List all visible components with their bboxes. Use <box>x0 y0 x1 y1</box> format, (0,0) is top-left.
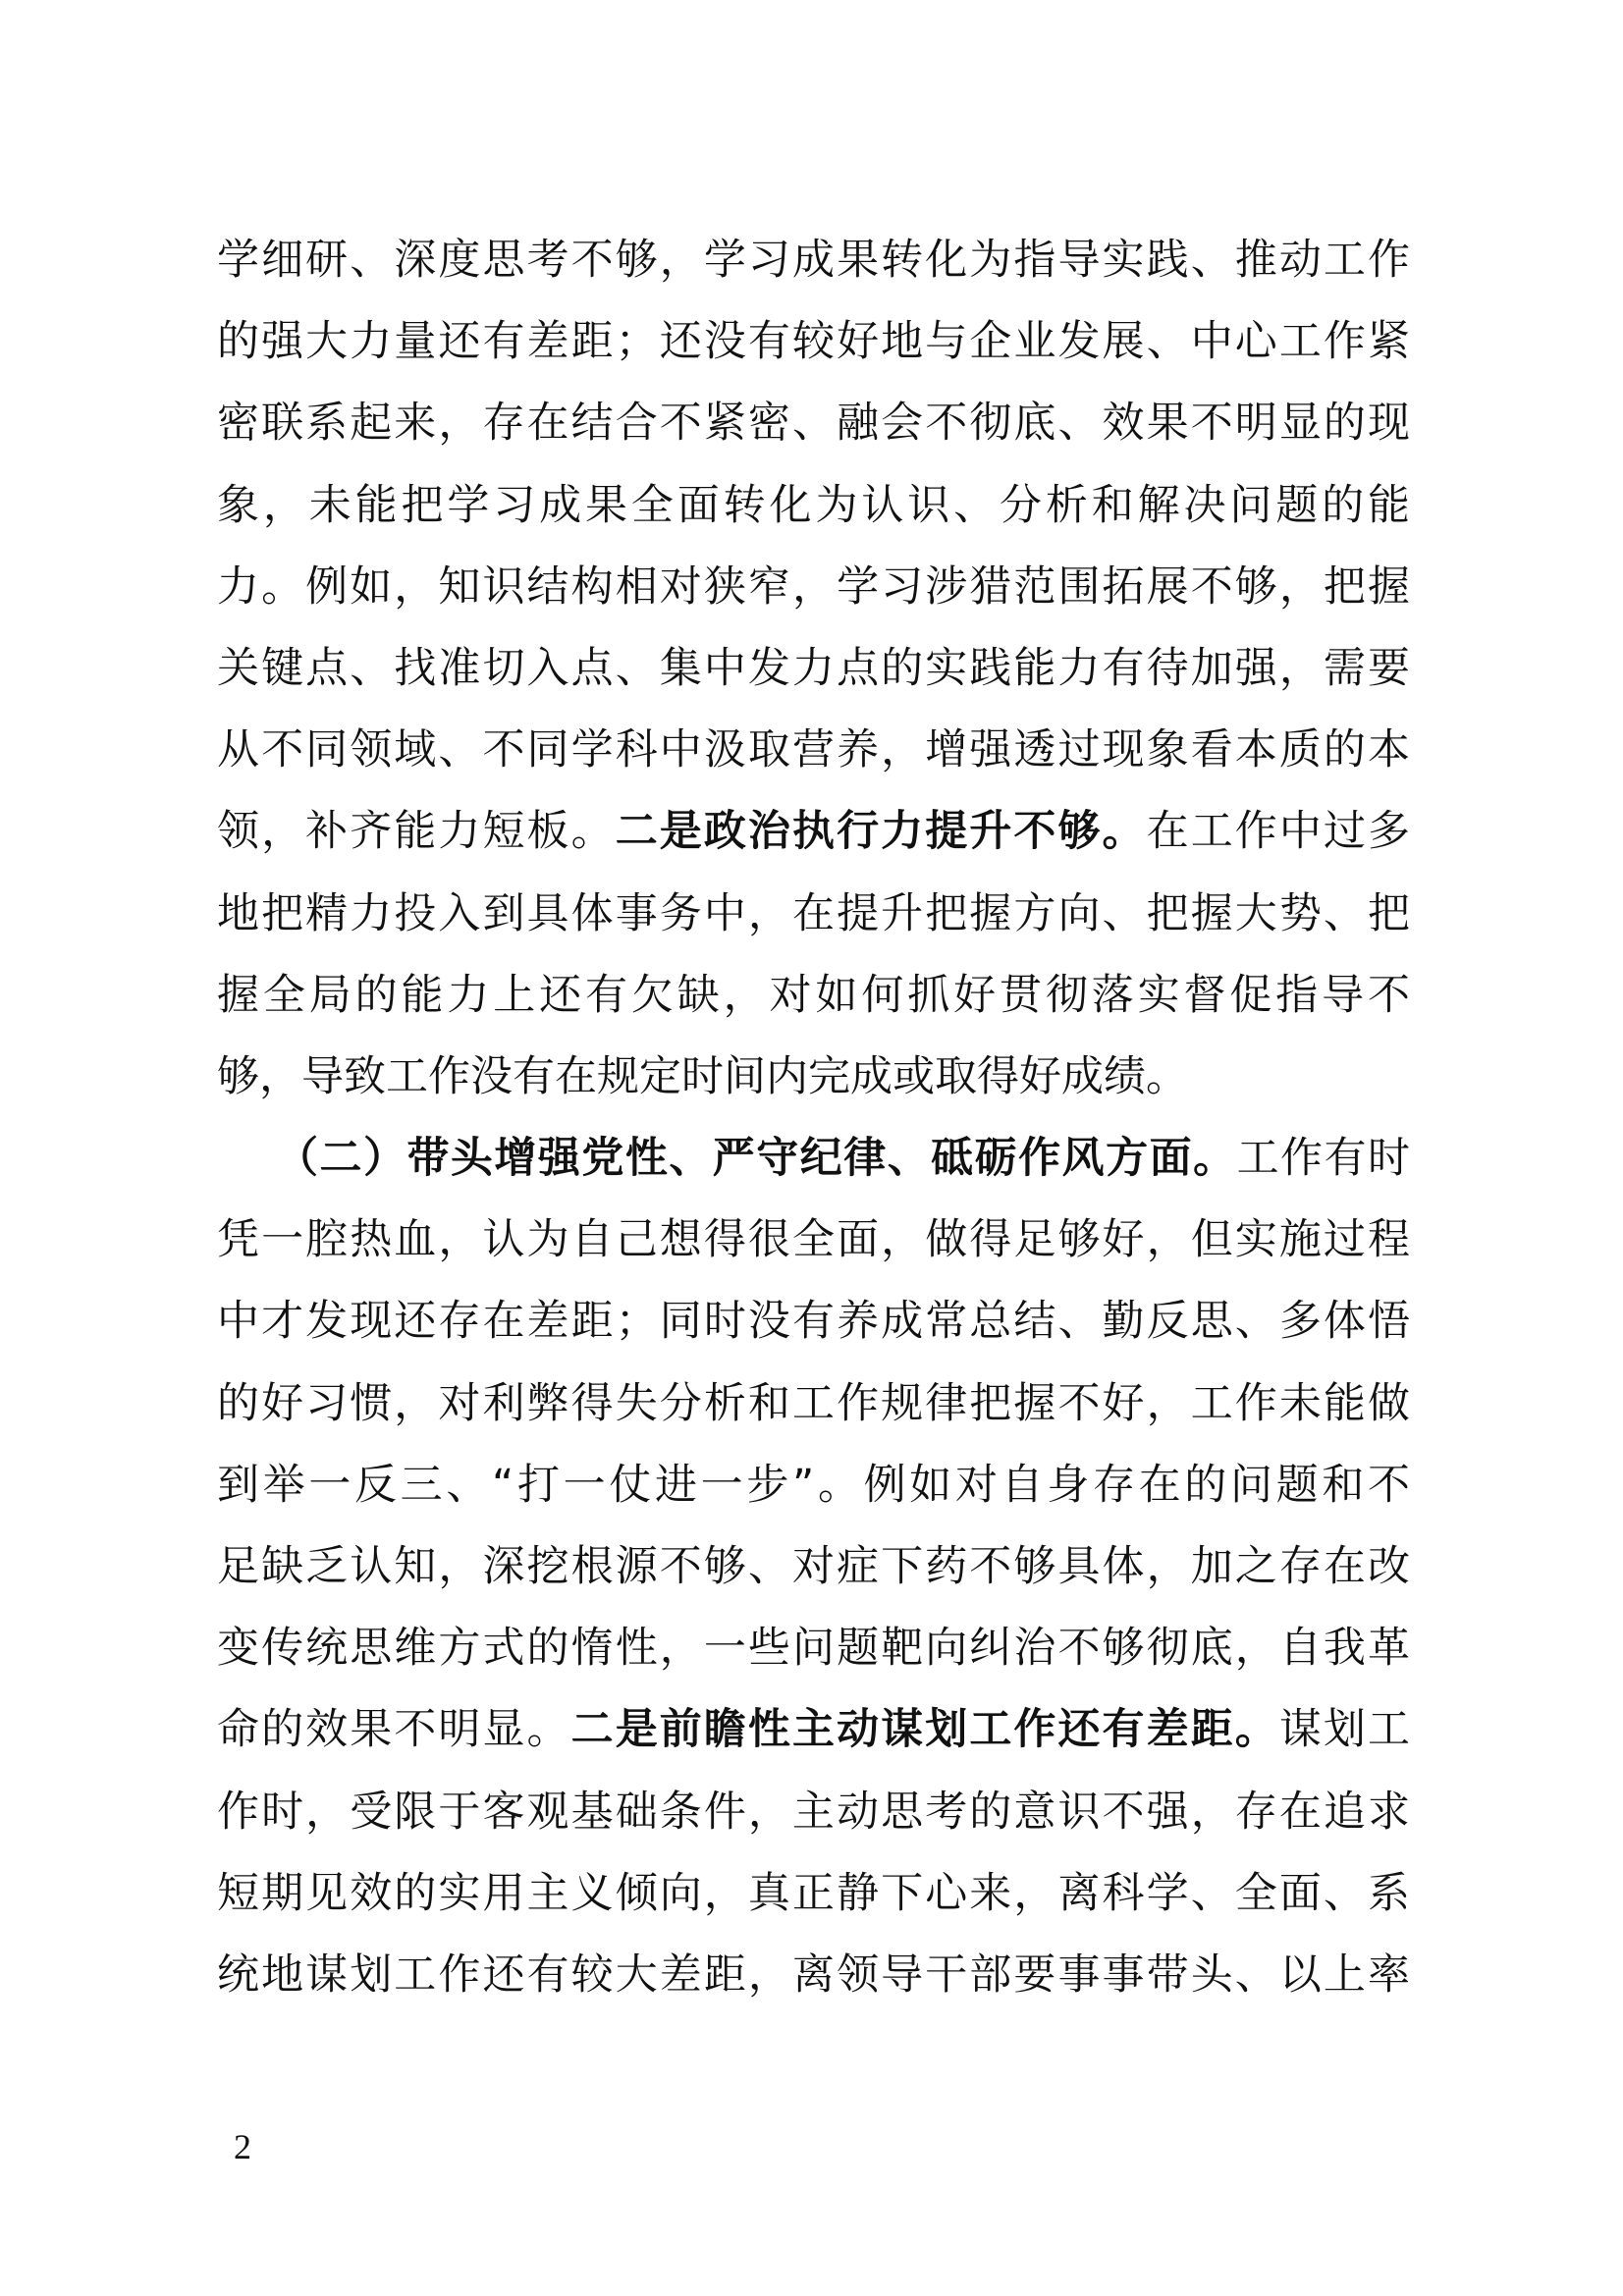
text-segment: 命的效果不明显。 <box>217 1705 571 1755</box>
text-line: 凭一腔热血，认为自己想得很全面，做得足够好，但实施过程 <box>217 1215 1410 1265</box>
text-line: 的好习惯，对利弊得失分析和工作规律把握不好，工作未能做 <box>217 1378 1410 1428</box>
paragraph-2 <box>217 1118 1410 2016</box>
text-line: 变传统思维方式的惰性，一些问题靶向纠治不够彻底，自我革 <box>217 1624 1410 1674</box>
text-line <box>217 1689 1410 1771</box>
body-text <box>217 220 1410 2016</box>
text-line: 到举一反三、“打一仗进一步”。例如对自身存在的问题和不 <box>217 1460 1410 1510</box>
text-line: 的强大力量还有差距；还没有较好地与企业发展、中心工作紧 <box>217 317 1410 367</box>
text-line: 短期见效的实用主义倾向，真正静下心来，离科学、全面、系 <box>217 1868 1410 1918</box>
text-line: 力。例如，知识结构相对狭窄，学习涉猎范围拓展不够，把握 <box>217 561 1410 612</box>
text-line: 关键点、找准切入点、集中发力点的实践能力有待加强，需要 <box>217 643 1410 693</box>
text-line: 中才发现还存在差距；同时没有养成常总结、勤反思、多体悟 <box>217 1297 1410 1347</box>
paragraph-1 <box>217 220 1410 1118</box>
text-segment: 在工作中过多 <box>1146 807 1411 857</box>
text-line: 作时，受限于客观基础条件，主动思考的意识不强，存在追求 <box>217 1787 1410 1837</box>
bold-heading: 二是前瞻性主动谋划工作还有差距。 <box>570 1705 1279 1755</box>
text-line: 足缺乏认知，深挖根源不够、对症下药不够具体，加之存在改 <box>217 1542 1410 1591</box>
page-number: 2 <box>234 2127 251 2166</box>
text-line: 够，导致工作没有在规定时间内完成或取得好成绩。 <box>217 1051 1188 1101</box>
text-line <box>217 791 1410 873</box>
text-line: 学细研、深度思考不够，学习成果转化为指导实践、推动工作 <box>217 236 1410 285</box>
text-line <box>217 1118 1410 1200</box>
text-segment: 领，补齐能力短板。 <box>217 807 616 857</box>
text-segment: 谋划工 <box>1278 1705 1411 1755</box>
text-segment: 工作有时 <box>1236 1134 1411 1184</box>
text-line: 象，未能把学习成果全面转化为认识、分析和解决问题的能 <box>217 480 1410 530</box>
text-line: 密联系起来，存在结合不紧密、融会不彻底、效果不明显的现 <box>217 399 1410 449</box>
text-line: 从不同领域、不同学科中汲取营养，增强透过现象看本质的本 <box>217 725 1410 775</box>
section-heading: （二）带头增强党性、严守纪律、砥砺作风方面。 <box>276 1134 1237 1184</box>
text-line: 统地谋划工作还有较大差距，离领导干部要事事带头、以上率 <box>217 1949 1410 2000</box>
bold-heading: 二是政治执行力提升不够。 <box>615 807 1147 857</box>
text-line: 地把精力投入到具体事务中，在提升把握方向、把握大势、把 <box>217 888 1410 938</box>
text-line: 握全局的能力上还有欠缺，对如何抓好贯彻落实督促指导不 <box>217 970 1410 1020</box>
